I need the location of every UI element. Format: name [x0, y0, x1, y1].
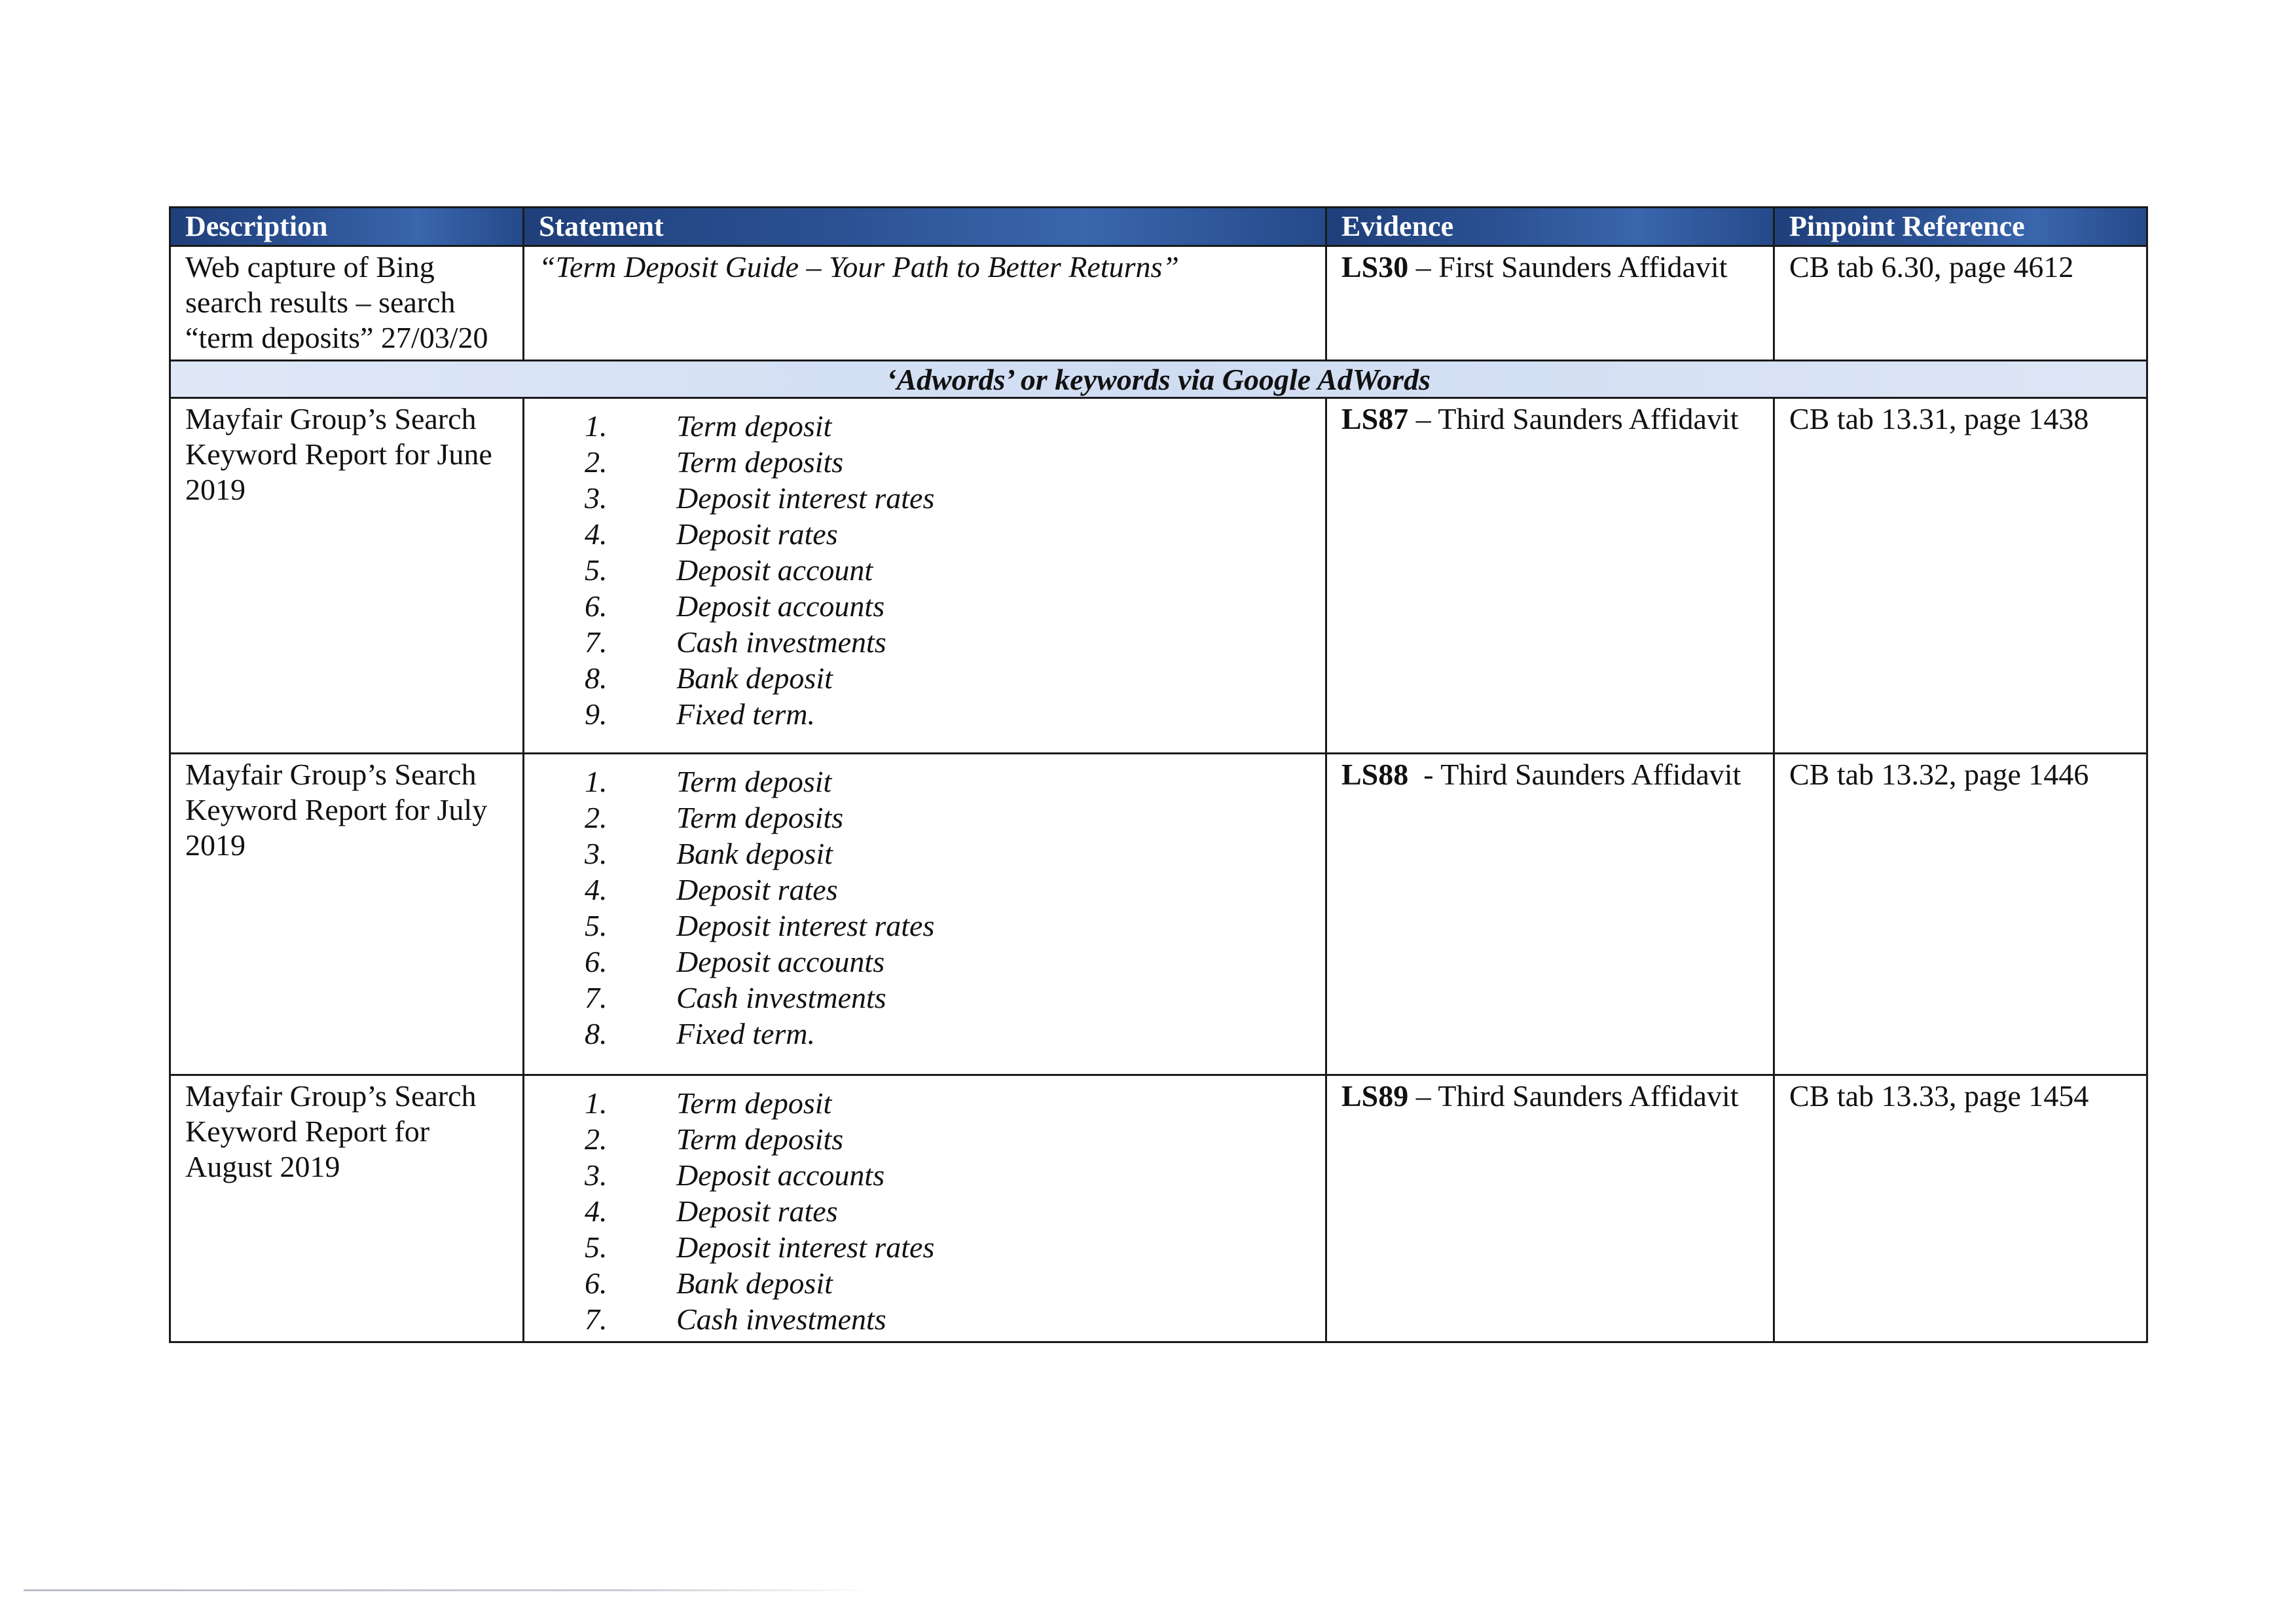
list-number: 7.	[585, 981, 608, 1014]
cell-description: Web capture of Bing search results – search “term deposits” 27/03/20	[170, 246, 524, 361]
list-item	[585, 1301, 1315, 1337]
section-heading: ‘Adwords’ or keywords via Google AdWords	[170, 361, 2147, 398]
cell-statement: “Term Deposit Guide – Your Path to Better Returns”	[524, 246, 1326, 361]
cell-pinpoint: CB tab 13.32, page 1446	[1774, 754, 2147, 1075]
keyword-text: Term deposits	[676, 1122, 844, 1156]
list-item	[585, 1016, 1315, 1052]
list-item	[585, 800, 1315, 836]
keyword-text: Deposit rates	[676, 517, 838, 551]
header-description: Description	[170, 208, 524, 246]
keyword-list	[539, 1085, 1315, 1337]
list-item	[585, 1157, 1315, 1193]
keyword-text: Deposit rates	[676, 1194, 838, 1228]
list-number: 4.	[585, 873, 608, 906]
header-evidence: Evidence	[1326, 208, 1774, 246]
list-number: 6.	[585, 945, 608, 978]
keyword-text: Term deposits	[676, 801, 844, 834]
keyword-text: Term deposit	[676, 765, 832, 798]
list-item	[585, 836, 1315, 872]
table-row	[170, 398, 2147, 754]
keyword-text: Deposit interest rates	[676, 481, 935, 515]
list-number: 6.	[585, 1266, 608, 1300]
header-statement: Statement	[524, 208, 1326, 246]
list-item	[585, 908, 1315, 944]
list-item	[585, 696, 1315, 732]
section-heading-row	[170, 361, 2147, 398]
keyword-text: Term deposit	[676, 409, 832, 443]
list-number: 8.	[585, 1017, 608, 1050]
keyword-text: Deposit accounts	[676, 589, 885, 623]
list-number: 5.	[585, 909, 608, 942]
list-number: 3.	[585, 1158, 608, 1192]
keyword-list	[539, 764, 1315, 1052]
list-number: 2.	[585, 801, 608, 834]
list-item	[585, 1229, 1315, 1265]
list-number: 1.	[585, 409, 608, 443]
list-item	[585, 1121, 1315, 1157]
cell-evidence	[1326, 754, 1774, 1075]
list-number: 3.	[585, 481, 608, 515]
list-number: 9.	[585, 697, 608, 731]
list-item	[585, 624, 1315, 660]
list-item	[585, 516, 1315, 552]
cell-pinpoint: CB tab 6.30, page 4612	[1774, 246, 2147, 361]
list-item	[585, 1265, 1315, 1301]
list-number: 2.	[585, 1122, 608, 1156]
evidence-code: LS30	[1341, 250, 1409, 284]
list-item	[585, 944, 1315, 980]
list-number: 1.	[585, 1086, 608, 1120]
table-header-row	[170, 208, 2147, 246]
list-number: 6.	[585, 589, 608, 623]
table-row	[170, 754, 2147, 1075]
evidence-table	[169, 206, 2148, 1343]
keyword-text: Cash investments	[676, 1302, 886, 1336]
list-number: 1.	[585, 765, 608, 798]
keyword-text: Deposit interest rates	[676, 1230, 935, 1264]
evidence-text: – Third Saunders Affidavit	[1408, 1079, 1739, 1113]
cell-evidence	[1326, 1075, 1774, 1342]
cell-statement	[524, 398, 1326, 754]
cell-description: Mayfair Group’s Search Keyword Report for August 2019	[170, 1075, 524, 1342]
list-item	[585, 1085, 1315, 1121]
keyword-text: Deposit accounts	[676, 1158, 885, 1192]
cell-statement	[524, 1075, 1326, 1342]
list-item	[585, 764, 1315, 800]
evidence-code: LS88	[1341, 758, 1409, 791]
list-number: 3.	[585, 837, 608, 870]
list-number: 4.	[585, 1194, 608, 1228]
list-number: 5.	[585, 1230, 608, 1264]
keyword-text: Bank deposit	[676, 661, 833, 695]
cell-evidence	[1326, 246, 1774, 361]
keyword-text: Cash investments	[676, 981, 886, 1014]
list-item	[585, 980, 1315, 1016]
keyword-text: Bank deposit	[676, 837, 833, 870]
keyword-text: Fixed term.	[676, 697, 816, 731]
keyword-text: Deposit interest rates	[676, 909, 935, 942]
keyword-text: Bank deposit	[676, 1266, 833, 1300]
list-number: 2.	[585, 445, 608, 479]
cell-statement	[524, 754, 1326, 1075]
keyword-text: Deposit rates	[676, 873, 838, 906]
list-item	[585, 408, 1315, 444]
list-number: 7.	[585, 625, 608, 659]
list-item	[585, 552, 1315, 588]
list-item	[585, 1193, 1315, 1229]
page-bottom-rule	[24, 1589, 875, 1591]
keyword-text: Cash investments	[676, 625, 886, 659]
list-item	[585, 444, 1315, 480]
evidence-code: LS89	[1341, 1079, 1409, 1113]
evidence-text: - Third Saunders Affidavit	[1408, 758, 1741, 791]
cell-description: Mayfair Group’s Search Keyword Report for June 2019	[170, 398, 524, 754]
cell-description: Mayfair Group’s Search Keyword Report for July 2019	[170, 754, 524, 1075]
evidence-text: – First Saunders Affidavit	[1408, 250, 1728, 284]
cell-pinpoint: CB tab 13.31, page 1438	[1774, 398, 2147, 754]
evidence-code: LS87	[1341, 402, 1409, 435]
header-pinpoint-reference: Pinpoint Reference	[1774, 208, 2147, 246]
keyword-list	[539, 408, 1315, 732]
list-number: 5.	[585, 553, 608, 587]
table-row	[170, 246, 2147, 361]
list-number: 8.	[585, 661, 608, 695]
cell-pinpoint: CB tab 13.33, page 1454	[1774, 1075, 2147, 1342]
list-item	[585, 660, 1315, 696]
table-row	[170, 1075, 2147, 1342]
cell-evidence	[1326, 398, 1774, 754]
keyword-text: Term deposit	[676, 1086, 832, 1120]
keyword-text: Deposit accounts	[676, 945, 885, 978]
list-number: 4.	[585, 517, 608, 551]
keyword-text: Deposit account	[676, 553, 873, 587]
evidence-text: – Third Saunders Affidavit	[1408, 402, 1739, 435]
list-item	[585, 588, 1315, 624]
list-item	[585, 872, 1315, 908]
list-item	[585, 480, 1315, 516]
list-number: 7.	[585, 1302, 608, 1336]
keyword-text: Term deposits	[676, 445, 844, 479]
keyword-text: Fixed term.	[676, 1017, 816, 1050]
